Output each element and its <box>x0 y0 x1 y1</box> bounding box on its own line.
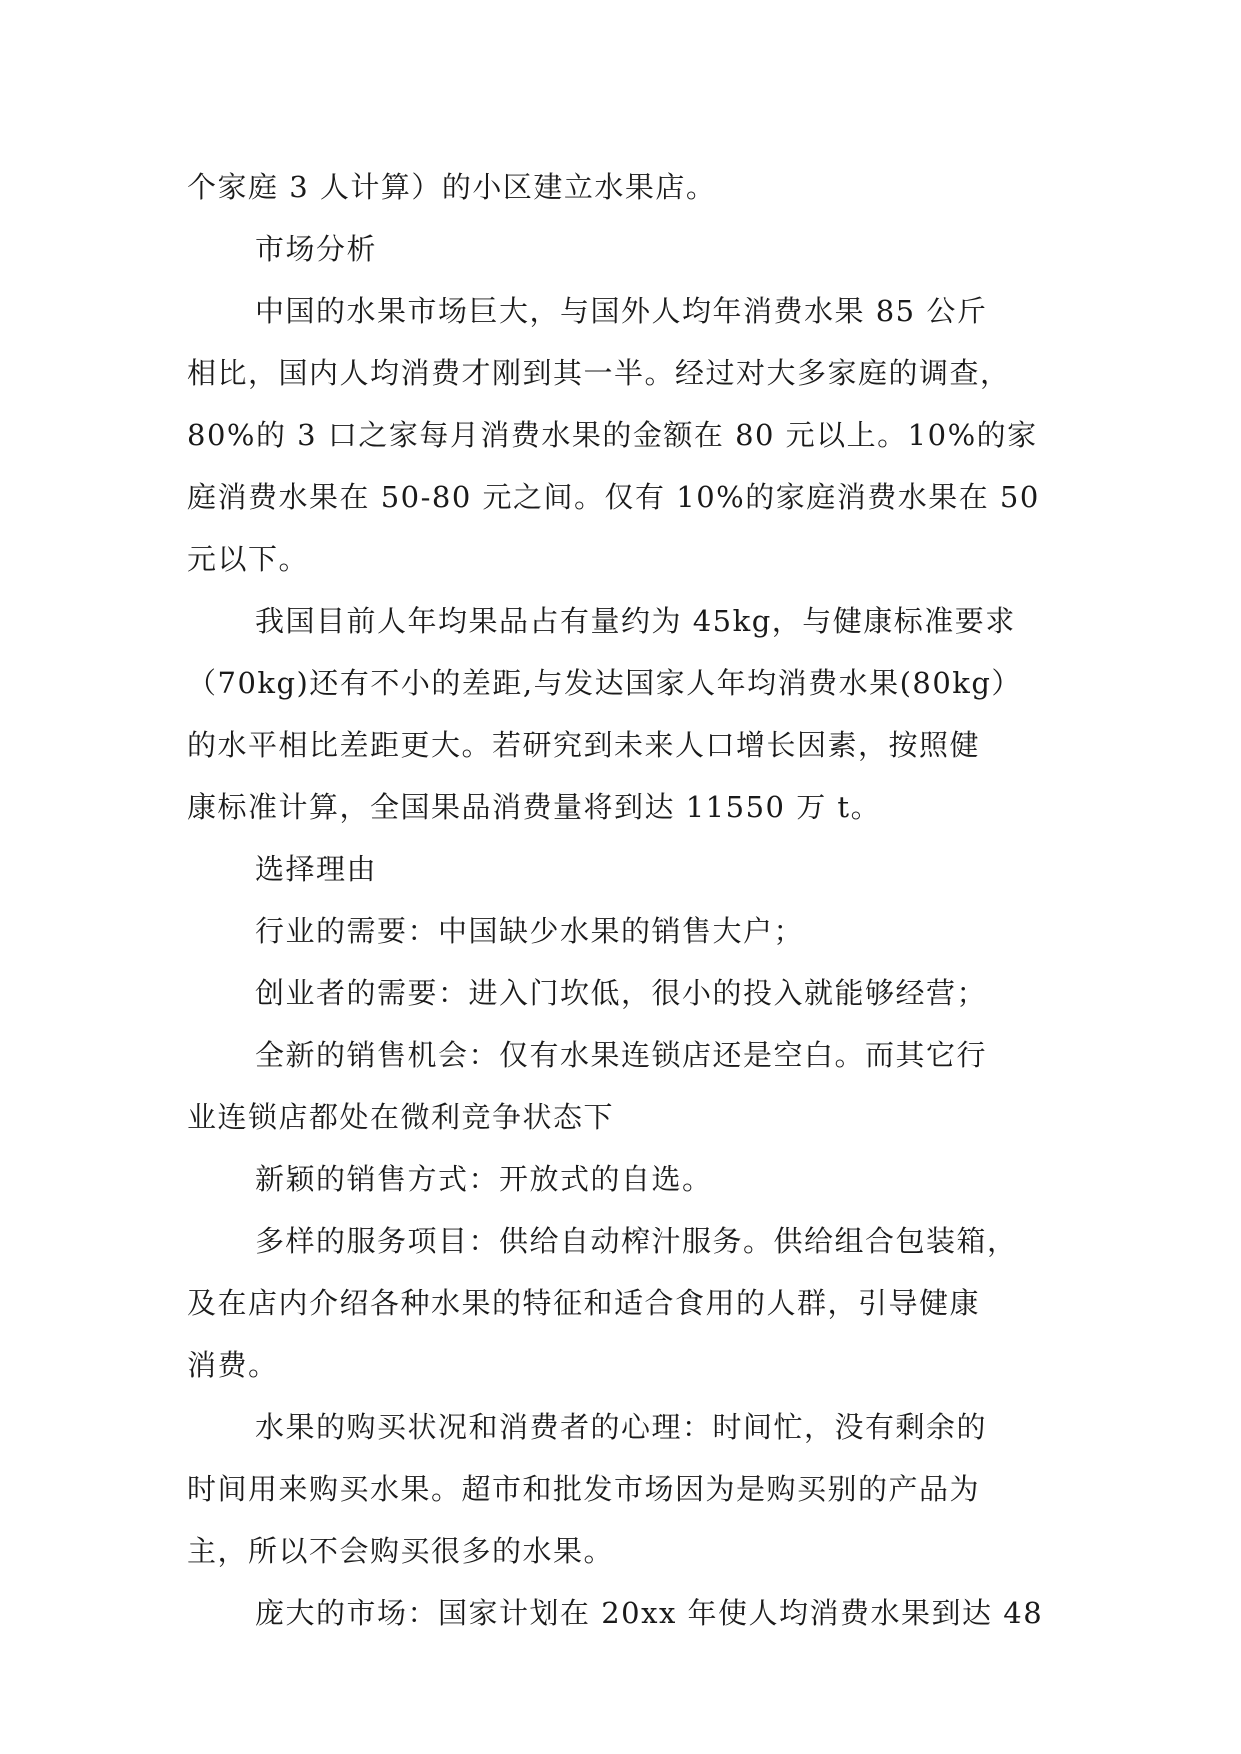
text-line: 庭消费水果在 50-80 元之间。仅有 10%的家庭消费水果在 50 <box>187 480 1040 514</box>
text-line: 创业者的需要：进入门坎低，很小的投入就能够经营； <box>255 976 988 1010</box>
text-line: 多样的服务项目：供给自动榨汁服务。供给组合包装箱， <box>255 1224 1018 1258</box>
text-line: （70kg)还有不小的差距,与发达国家人年均消费水果(80kg） <box>187 666 1022 700</box>
text-line: 及在店内介绍各种水果的特征和适合食用的人群，引导健康 <box>187 1286 981 1320</box>
text-line: 全新的销售机会：仅有水果连锁店还是空白。而其它行 <box>255 1038 988 1072</box>
text-line: 中国的水果市场巨大，与国外人均年消费水果 85 公斤 <box>255 294 988 328</box>
text-line: 的水平相比差距更大。若研究到未来人口增长因素，按照健 <box>187 728 981 762</box>
text-line: 消费。 <box>187 1348 279 1382</box>
text-line: 行业的需要：中国缺少水果的销售大户； <box>255 914 805 948</box>
section-heading-reasons: 选择理由 <box>255 852 378 886</box>
document-body <box>187 156 1067 1644</box>
text-line: 新颖的销售方式：开放式的自选。 <box>255 1162 713 1196</box>
text-line: 康标准计算，全国果品消费量将到达 11550 万 t。 <box>187 790 882 824</box>
text-line: 80%的 3 口之家每月消费水果的金额在 80 元以上。10%的家 <box>187 418 1038 452</box>
section-heading-market-analysis: 市场分析 <box>255 232 378 266</box>
text-line: 庞大的市场：国家计划在 20xx 年使人均消费水果到达 48 <box>255 1596 1044 1630</box>
text-line: 时间用来购买水果。超市和批发市场因为是购买别的产品为 <box>187 1472 981 1506</box>
text-line: 个家庭 3 人计算）的小区建立水果店。 <box>187 170 717 204</box>
text-line: 元以下。 <box>187 542 310 576</box>
text-line: 主，所以不会购买很多的水果。 <box>187 1534 615 1568</box>
text-line: 我国目前人年均果品占有量约为 45kg，与健康标准要求 <box>255 604 1016 638</box>
text-line: 水果的购买状况和消费者的心理：时间忙，没有剩余的 <box>255 1410 988 1444</box>
text-line: 业连锁店都处在微利竞争状态下 <box>187 1100 615 1134</box>
text-line: 相比，国内人均消费才刚到其一半。经过对大多家庭的调查， <box>187 356 1011 390</box>
